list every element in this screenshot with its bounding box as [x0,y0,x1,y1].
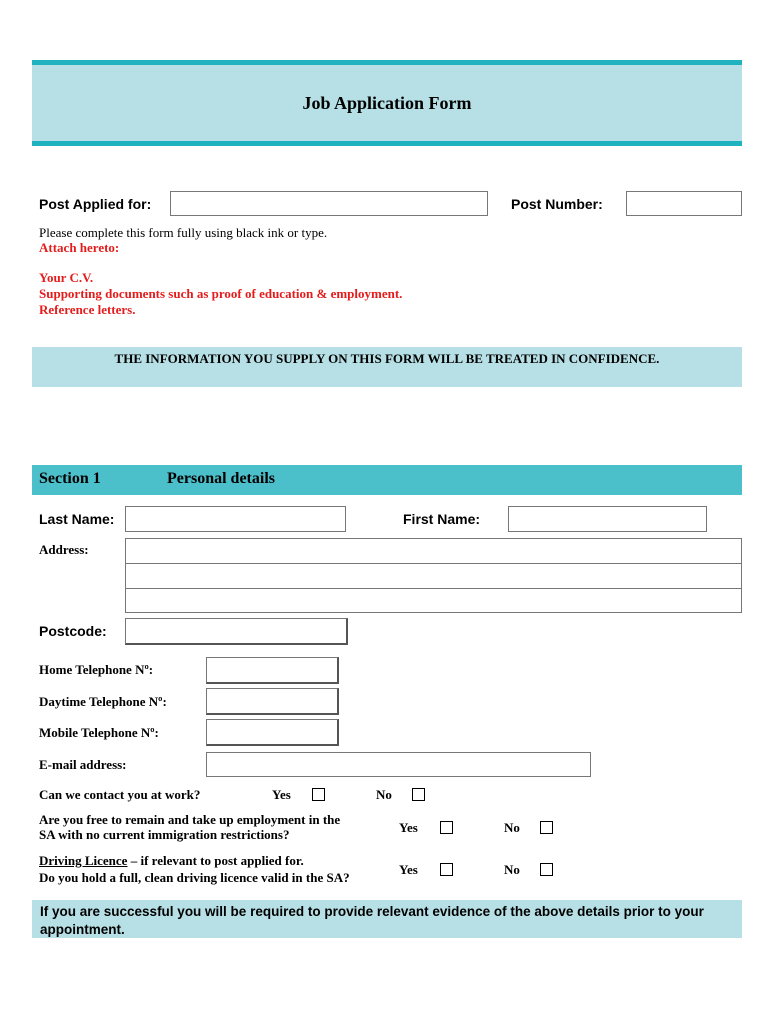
email-input[interactable] [206,752,591,777]
first-name-input[interactable] [508,506,707,532]
attachment-references: Reference letters. [39,302,136,317]
last-name-label: Last Name: [39,511,115,527]
contact-at-work-no-label: No [376,787,392,802]
post-number-label: Post Number: [511,196,603,212]
address-label: Address: [39,542,89,557]
section-number: Section 1 [39,470,101,487]
contact-at-work-question: Can we contact you at work? [39,787,201,802]
contact-at-work-yes-checkbox[interactable] [312,788,325,801]
mobile-phone-input[interactable] [206,719,339,746]
daytime-phone-label: Daytime Telephone Nº: [39,694,167,709]
attachment-cv: Your C.V. [39,270,94,285]
driving-licence-question-line-1 [39,853,304,869]
title-banner [32,60,742,146]
evidence-notice-bar [32,900,742,938]
post-number-input[interactable] [626,191,742,216]
mobile-phone-label: Mobile Telephone Nº: [39,725,159,740]
immigration-yes-checkbox[interactable] [440,821,453,834]
section-header [32,465,742,495]
post-applied-label: Post Applied for: [39,196,152,212]
home-phone-input[interactable] [206,657,339,684]
attachment-supporting-docs: Supporting documents such as proof of education & employment. [39,286,403,301]
immigration-yes-label: Yes [399,820,418,835]
confidence-notice: THE INFORMATION YOU SUPPLY ON THIS FORM WILL BE TREATED IN CONFIDENCE. [114,351,660,366]
last-name-input[interactable] [125,506,346,532]
driving-licence-link: Driving Licence [39,853,128,868]
driving-licence-yes-label: Yes [399,862,418,877]
driving-licence-no-label: No [504,862,520,877]
address-line-2-input[interactable] [125,563,742,589]
contact-at-work-yes-label: Yes [272,787,291,802]
evidence-notice: If you are successful you will be required to provide relevant evidence of the above details prior to your appointment. [40,904,704,937]
driving-licence-yes-checkbox[interactable] [440,863,453,876]
email-label: E-mail address: [39,757,127,772]
address-line-1-input[interactable] [125,538,742,564]
confidence-notice-bar [32,347,742,387]
immigration-question-line-2: SA with no current immigration restrictions? [39,827,290,842]
form-title: Job Application Form [302,92,472,113]
driving-licence-line-1-text: – if relevant to post applied for. [127,853,304,868]
first-name-label: First Name: [403,511,481,527]
driving-licence-question-line-2: Do you hold a full, clean driving licence valid in the SA? [39,870,350,885]
immigration-no-label: No [504,820,520,835]
home-phone-label: Home Telephone Nº: [39,662,154,677]
driving-licence-no-checkbox[interactable] [540,863,553,876]
post-applied-input[interactable] [170,191,488,216]
section-title: Personal details [167,470,275,487]
attach-heading: Attach hereto: [39,240,120,255]
address-line-3-input[interactable] [125,588,742,613]
daytime-phone-input[interactable] [206,688,339,715]
contact-at-work-no-checkbox[interactable] [412,788,425,801]
immigration-question-line-1: Are you free to remain and take up employment in the [39,812,341,827]
postcode-label: Postcode: [39,623,107,639]
postcode-input[interactable] [125,618,348,645]
immigration-no-checkbox[interactable] [540,821,553,834]
instruction-text: Please complete this form fully using black ink or type. [39,225,328,240]
